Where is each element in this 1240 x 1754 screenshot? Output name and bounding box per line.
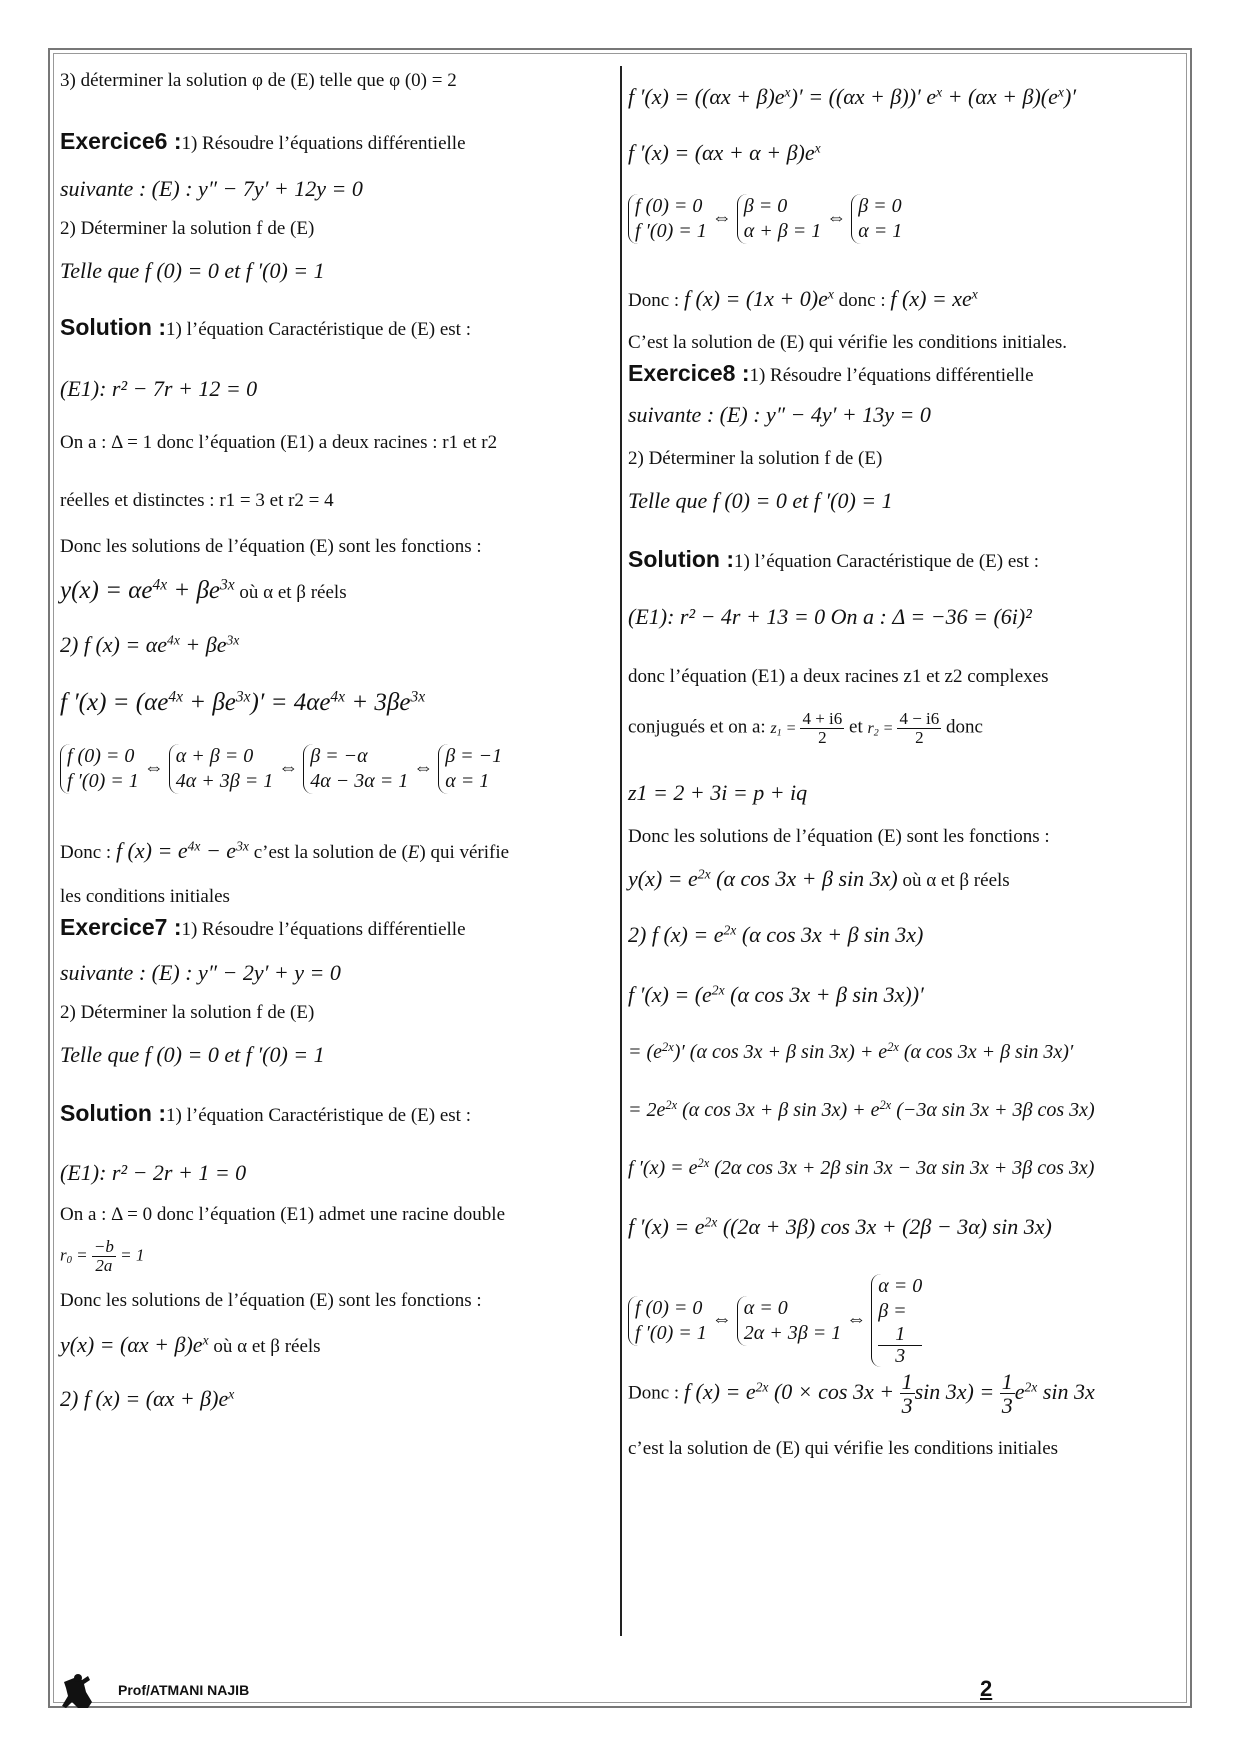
exercice7-statement (60, 914, 466, 942)
exercice6-part2: 2) f $(x) = \alpha e^{4x} + \beta e^{3x}$ (60, 632, 240, 657)
ex7-cest: C’est la solution de (E) qui vérifie les conditions initiales. (628, 332, 1068, 353)
exercice6-statement (60, 128, 466, 156)
exercice6-delta: On a : Δ = 1 donc l’équation (E1) a deux racines : r1 et r2 (60, 432, 498, 453)
ex7-general-tail: où α et β réels (213, 1336, 321, 1357)
exercice7-general-solution (60, 1332, 321, 1359)
exercice6-general-solution (60, 576, 347, 606)
exercice6-derivative: f $'(x) = (\alpha e^{4x} + \beta e^{3x})' = 4\alpha e^{4x} + 3\beta e^{3x}$ (60, 688, 426, 716)
ex7-sys3: β = 0 α = 1 (851, 194, 902, 244)
exercice7-characteristic: (E1): r² − 2r + 1 = 0 (60, 1160, 247, 1185)
ex6-sys1: f (0) = 0 f ′(0) = 1 (60, 744, 139, 794)
ex6-sys2: α + β = 0 4α + 3β = 1 (169, 744, 273, 794)
solution-title-2: Solution : (60, 1100, 167, 1126)
ex7-sys1: f (0) = 0 f ′(0) = 1 (628, 194, 707, 244)
exercice6-roots: réelles et distinctes : r1 = 3 et r2 = 4 (60, 490, 334, 511)
column-divider (620, 66, 622, 1636)
author-logo-icon (58, 1672, 94, 1710)
exercice8-part2: 2) f $(x) = e^{2x}$ (α cos 3x + β sin 3x) (628, 922, 924, 947)
exercice7-conditions: Telle que f (0) = 0 et f ′(0) = 1 (60, 1042, 325, 1067)
ex5-q3: 3) déterminer la solution φ de (E) telle que φ (0) = 2 (60, 70, 457, 91)
ex7-general-formula: $y(x) = (\alpha x + \beta)e^x$ (60, 1332, 209, 1357)
exercice8-statement (628, 360, 1034, 388)
exercice7-double-root: $r_0$ = $\frac{-b}{2a}$ = 1 (60, 1237, 145, 1275)
exercice6-conclusion: Donc : f $(x) = e^{4x} - e^{3x}$ c’est la solution de (E) qui vérifie (60, 838, 510, 863)
exercice6-system: f (0) = 0 f ′(0) = 1 ⇔ α + β = 0 4α + 3β = 1 ⇔ β = −α 4α − 3α = 1 ⇔ β = −1 α = 1 (60, 744, 502, 794)
exercice8-deriv-5: f $'(x) = e^{2x}$ ((2α + 3β) cos 3x + (2β − 3α) sin 3x) (628, 1214, 1052, 1239)
exercice8-solutions-intro: Donc les solutions de l’équation (E) sont les fonctions : (628, 826, 1050, 847)
exercice8-racines: donc l’équation (E1) a deux racines z1 et z2 complexes (628, 666, 1049, 687)
ex6-general-tail: où α et β réels (239, 582, 347, 603)
exercice8-system: f (0) = 0 f ′(0) = 1 ⇔ α = 0 2α + 3β = 1 ⇔ α = 0 β = 1 3 (628, 1274, 922, 1367)
ex6-general-formula: $y(x) = \alpha e^{4x} + \beta e^{3x}$ (60, 576, 235, 604)
exercice6-equation: suivante : (E) : y″ − 7y′ + 12y = 0 (60, 176, 363, 201)
exercice6-conclusion-2: les conditions initiales (60, 886, 230, 907)
ex7-derivative-1: f $'(x) = ((\alpha x + \beta)e^x)' = ((\alpha x + \beta))'$ $e^x + (\alpha x + \beta)(e^x)'$ (628, 84, 1077, 109)
ex7-system: f (0) = 0 f ′(0) = 1 ⇔ β = 0 α + β = 1 ⇔ β = 0 α = 1 (628, 194, 902, 244)
solution-intro-2: 1) l’équation Caractéristique de (E) est : (166, 1105, 471, 1126)
exercice6-solutions-intro: Donc les solutions de l’équation (E) sont les fonctions : (60, 536, 482, 557)
exercice8-title: Exercice8 : (628, 360, 750, 386)
exercice8-deriv-1: f $'(x) = (e^{2x}$ (α cos 3x + β sin 3x))′ (628, 982, 924, 1007)
exercice8-conclusion: Donc : f $(x) = e^{2x}$ (0 × cos 3x + $\frac{1}{3}$ sin 3x) = $\frac{1}{3}$ $e^{2x}$ sin 3x (628, 1369, 1095, 1419)
exercice8-solution-heading (628, 546, 1039, 574)
solution-intro-3: 1) l’équation Caractéristique de (E) est : (734, 551, 1039, 572)
exercice8-deriv-4: f $'(x) = e^{2x}$ (2α cos 3x + 2β sin 3x − 3α sin 3x + 3β cos 3x) (628, 1156, 1095, 1179)
ex7-conclusion: Donc : f $(x) = (1x + 0)e^x$ donc : f $(x) = xe^x$ (628, 286, 978, 311)
exercice7-solution-heading (60, 1100, 471, 1128)
exercice6-solution-heading (60, 314, 471, 342)
exercice6-q1: 1) Résoudre l’équations différentielle (181, 133, 466, 154)
ex8-sys1: f (0) = 0 f ′(0) = 1 (628, 1296, 707, 1346)
exercice8-deriv-2: = $(e^{2x})'$ (α cos 3x + β $\sin 3x) + e^{2x}$ (α cos 3x + β sin 3x)′ (628, 1040, 1074, 1063)
exercice6-title: Exercice6 : (60, 128, 182, 154)
solution-intro: 1) l’équation Caractéristique de (E) est : (166, 319, 471, 340)
exercice8-deriv-3: = $2e^{2x}$ (α cos 3x + β $\sin 3x) + e^{2x}$ (−3α sin 3x + 3β cos 3x) (628, 1098, 1095, 1121)
exercice8-characteristic: (E1): r² − 4r + 13 = 0 On a : Δ = −36 = (6i)² (628, 604, 1032, 629)
exercice6-conditions: Telle que f (0) = 0 et f ′(0) = 1 (60, 258, 325, 283)
exercice7-q1: 1) Résoudre l’équations différentielle (181, 919, 466, 940)
solution-title: Solution : (60, 314, 167, 340)
footer-author: Prof/ATMANI NAJIB (118, 1682, 250, 1698)
exercice7-equation: suivante : (E) : y″ − 2y′ + y = 0 (60, 960, 341, 985)
ex7-sys2: β = 0 α + β = 1 (737, 194, 821, 244)
exercice8-conjugates: conjugués et on a: $z_1$ = $\frac{4 + i6}{2}$ et $r_2$ = $\frac{4 - i6}{2}$ donc (628, 709, 983, 747)
exercice7-q2: 2) Déterminer la solution f de (E) (60, 1002, 315, 1023)
exercice6-q2: 2) Déterminer la solution f de (E) (60, 218, 315, 239)
ex6-sys3: β = −α 4α − 3α = 1 (303, 744, 408, 794)
solution-title-3: Solution : (628, 546, 735, 572)
exercice7-part2: 2) f $(x) = (\alpha x + \beta)e^x$ (60, 1386, 235, 1411)
exercice8-final: c’est la solution de (E) qui vérifie les conditions initiales (628, 1438, 1059, 1459)
ex6-sys4: β = −1 α = 1 (438, 744, 502, 794)
ex8-general-formula: $y(x) = e^{2x}$ (α cos 3x + β sin 3x) (628, 866, 898, 891)
ex8-sys2: α = 0 2α + 3β = 1 (737, 1296, 841, 1346)
exercice7-title: Exercice7 : (60, 914, 182, 940)
exercice8-q2: 2) Déterminer la solution f de (E) (628, 448, 883, 469)
exercice8-q1: 1) Résoudre l’équations différentielle (749, 365, 1034, 386)
exercice7-solutions-intro: Donc les solutions de l’équation (E) sont les fonctions : (60, 1290, 482, 1311)
exercice6-characteristic: (E1): r² − 7r + 12 = 0 (60, 376, 258, 401)
exercice8-equation: suivante : (E) : y″ − 4y′ + 13y = 0 (628, 402, 931, 427)
exercice8-conditions: Telle que f (0) = 0 et f ′(0) = 1 (628, 488, 893, 513)
ex8-general-tail: où α et β réels (902, 870, 1010, 891)
exercice8-z1: z1 = 2 + 3i = p + iq (628, 780, 808, 805)
exercice7-delta: On a : Δ = 0 donc l’équation (E1) admet une racine double (60, 1204, 506, 1225)
page-number: 2 (980, 1676, 993, 1701)
exercice8-general-solution (628, 866, 1010, 893)
ex8-sys3: α = 0 β = 1 3 (871, 1274, 922, 1367)
ex7-derivative-2: f $'(x) = (\alpha x + \alpha + \beta)e^x$ (628, 140, 821, 165)
